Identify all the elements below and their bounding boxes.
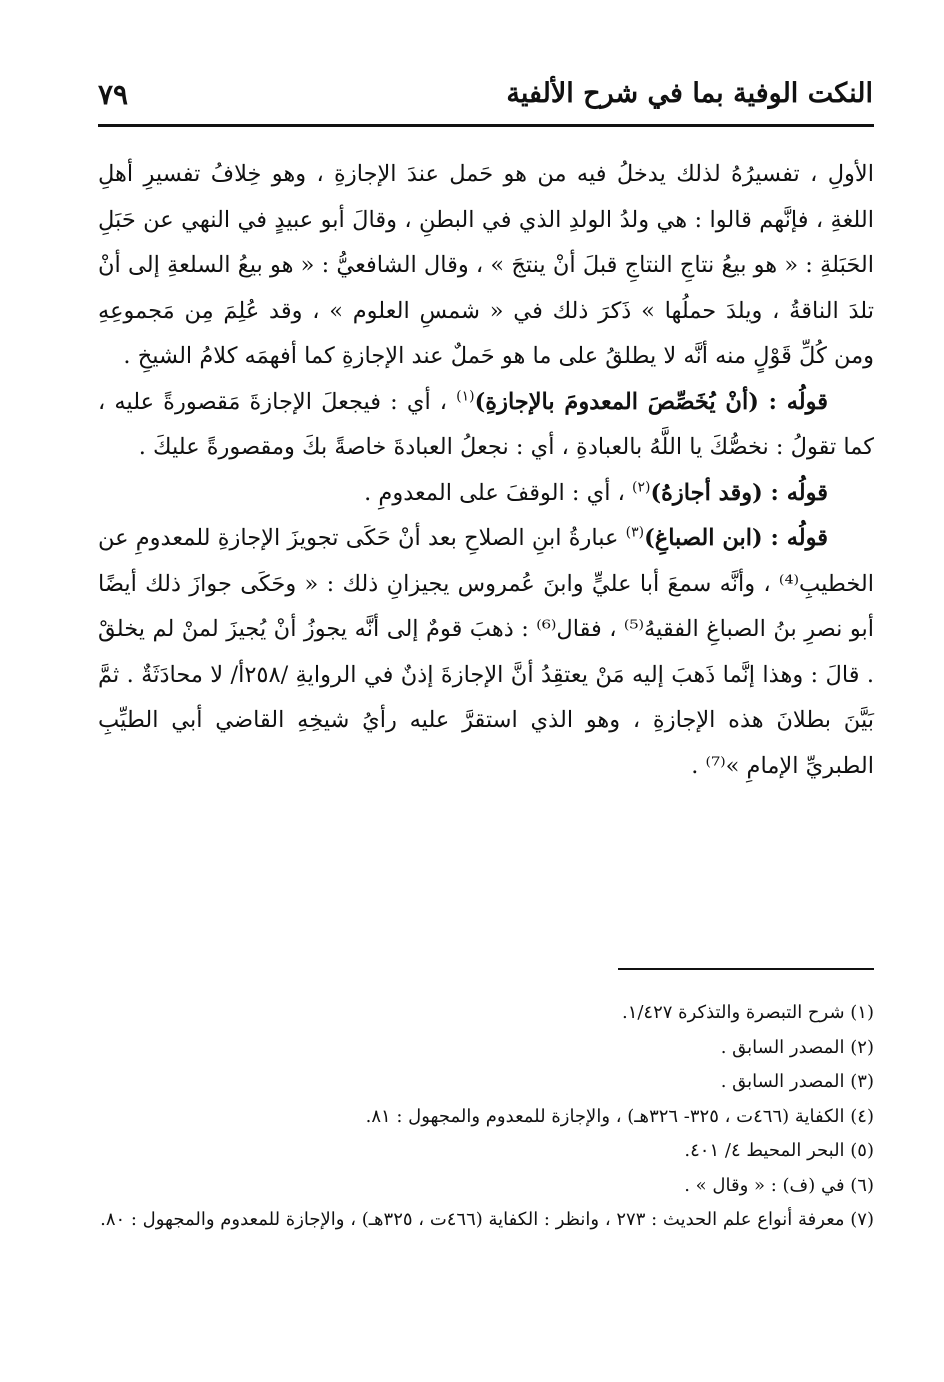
running-header [98,78,873,124]
footnote-mark-3: (٣) [625,524,645,541]
paragraph-2-lead: قولُه : (أنْ يُخَصِّصَ المعدومَ بالإجازةِ) [474,388,828,415]
footnote-mark-1: (١) [456,388,475,404]
paragraph-3-lead: قولُه : (وقد أجازهُ) [650,479,828,506]
paragraph-3 [98,471,874,517]
footnote-3: (٣) المصدر السابق . [720,1071,874,1092]
paragraph-4-text: عبارةُ ابنِ الصلاحِ بعد أنْ حَكَى تجويزَ الإجازةِ للمعدومِ عن الخطيبِ⁽⁴⁾ ، وأنَّه سمعَ أبا عليٍّ وابنَ عُمروس يجيزانِ ذلك : « وحَكَى جوازَ ذلك أيضًا أبو نصرِ بنُ الصباغِ الفقيهُ⁽⁵⁾ ، فقال⁽⁶⁾ : ذهبَ قومٌ إلى أنَّه يجوزُ أنْ يُجيزَ لمنْ لم يخلقْ . قالَ : وهذا إنَّما ذَهبَ إليه مَنْ يعتقِدُ أنَّ الإجازةَ إذنٌ في الروايةِ /٢٥٨أ/ لا محادَثَةٌ . ثمَّ بَيَّنَ بطلانَ هذه الإجازةِ ، وهو الذي استقرَّ عليه رأيُ شيخِهِ القاضي أبي الطيِّبِ الطبريِّ الإمامِ »⁽⁷⁾ . [98,525,874,779]
paragraph-4 [98,516,874,789]
footnotes [98,996,874,1238]
paragraph-3-text: ، أي : الوقفَ على المعدومِ . [364,479,625,506]
running-title: النكت الوفية بما في شرح الألفية [506,78,873,109]
footnote-4: (٤) الكفاية (٤٦٦ت ، ٣٢٥- ٣٢٦هـ) ، والإجازة للمعدوم والمجهول : ٨١. [365,1105,874,1127]
paragraph-4-lead: قولُه : (ابن الصباغِ) [644,525,828,551]
footnote-2: (٢) المصدر السابق . [720,1036,874,1058]
page-number: ٧٩ [98,78,129,111]
header-rule [98,124,874,127]
footnote-6: (٦) في (ف) : « وقال » . [684,1174,874,1196]
paragraph-2-text: ، أي : فيجعلَ الإجازةَ مَقصورةً عليه ، كما تقولُ : نخصُّكَ يا اللَّهُ بالعبادةِ ، أي : نجعلُ العبادةَ خاصةً بكَ ومقصورةً عليكَ . [98,388,874,460]
footnote-5: (٥) البحر المحيط ٤/ ٤٠١. [684,1140,874,1161]
paragraph-2 [98,380,874,471]
footnote-1: (١) شرح التبصرة والتذكرة ١/٤٢٧. [621,1002,874,1023]
footnote-7: (٧) معرفة أنواع علم الحديث : ٢٧٣ ، وانظر : الكفاية (٤٦٦ت ، ٣٢٥هـ) ، والإجازة للمعدوم والمجهول : ٨٠. [100,1209,874,1230]
paragraph-1 [98,152,874,380]
footnote-rule [618,968,874,970]
footnote-mark-2: (٢) [632,479,651,495]
paragraph-1-text: الأولِ ، تفسيرُهُ لذلك يدخلُ فيه من هو حَمل عندَ الإجازةِ ، وهو خِلافُ تفسيرِ أهلِ اللغةِ ، فإنَّهم قالوا : هي ولدُ الولدِ الذي في البطنِ ، وقالَ أبو عبيدٍ في النهي عن حَبَلِ الحَبَلةِ : « هو بيعُ نتاجِ النتاجِ قبلَ أنْ ينتجَ » ، وقال الشافعيُّ : « هو بيعُ السلعةِ إلى أنْ تلدَ الناقةُ ، ويلدَ حملُها » ذَكرَ ذلك في « شمسِ العلوم » ، وقد عُلِمَ مِن مَجموعِهِ ومن كُلِّ قَوْلٍ منه أنَّه لا يطلقُ على ما هو حَملٌ عند الإجازةِ كما أفهمَه كلامُ الشيخِ . [98,161,874,369]
main-text [98,152,874,789]
